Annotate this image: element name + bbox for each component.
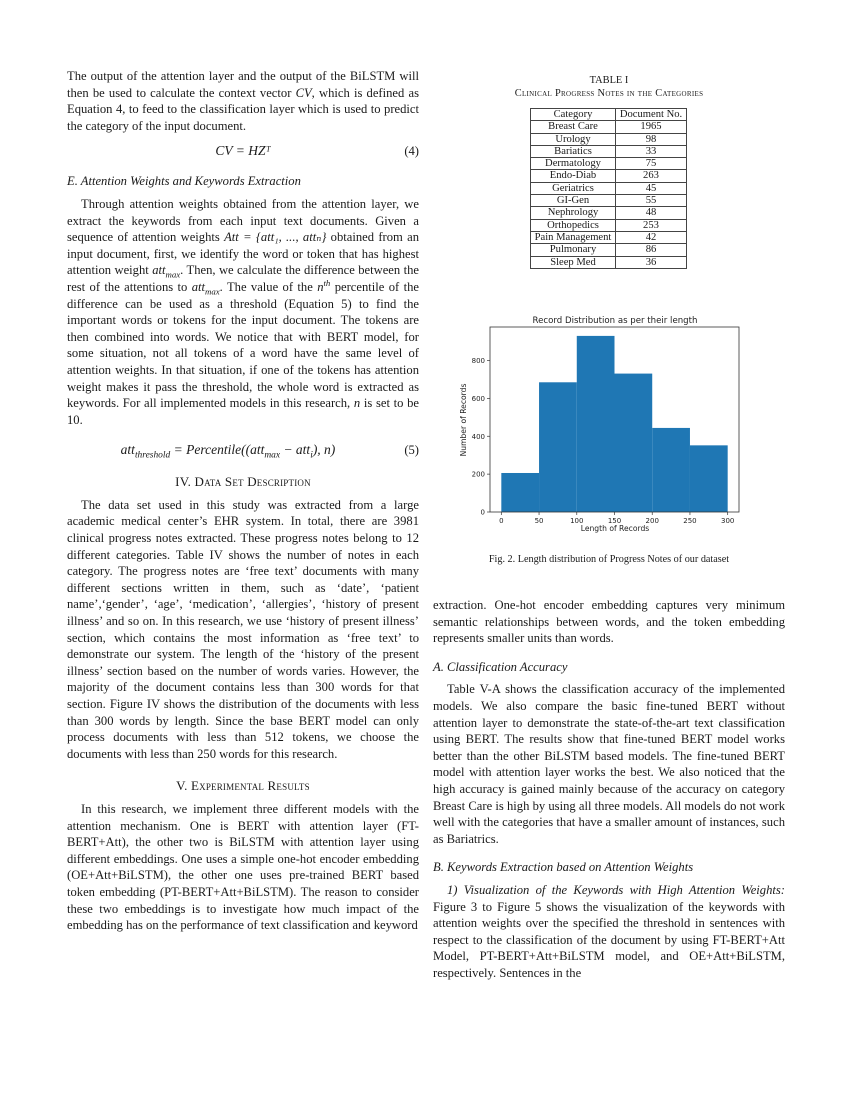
y-tick-label: 0 — [480, 508, 485, 517]
figure-caption: Fig. 2. Length distribution of Progress Notes of our dataset — [488, 554, 730, 565]
x-tick-label: 200 — [645, 517, 659, 525]
text: att — [120, 442, 135, 458]
table-row — [531, 195, 687, 207]
table-row — [531, 244, 687, 256]
histogram-bar — [652, 428, 690, 512]
table-row — [531, 219, 687, 231]
table-cell-document-no: 55 — [616, 195, 687, 207]
text: = Percentile((att — [170, 442, 265, 458]
table-row — [531, 182, 687, 194]
subsection-heading-e: E. Attention Weights and Keywords Extraction — [67, 174, 301, 189]
subscript: max — [204, 286, 220, 297]
y-tick-label: 200 — [471, 470, 485, 479]
histogram-bar — [615, 374, 653, 512]
text: att — [191, 279, 205, 294]
left-column — [67, 68, 419, 934]
text: is set to be 10. — [67, 396, 419, 427]
table-caption — [433, 74, 785, 100]
table-cell-category: Sleep Med — [531, 256, 616, 268]
table-cell-document-no: 48 — [616, 207, 687, 219]
y-tick-label: 400 — [471, 432, 485, 441]
histogram-bar — [539, 382, 577, 512]
math-att-sequence: Att = {att₁, ..., attₙ} — [224, 230, 327, 245]
table-row — [531, 133, 687, 145]
table-header-row — [531, 109, 687, 121]
x-tick-label: 250 — [683, 517, 697, 525]
y-tick-label: 800 — [471, 357, 485, 366]
text: − att — [280, 442, 311, 458]
table-cell-category: Bariatics — [531, 145, 616, 157]
table-row — [531, 231, 687, 243]
table-cell-document-no: 42 — [616, 231, 687, 243]
equation-4 — [67, 143, 419, 163]
text: percentile of the difference can be used as a threshold (Equation 5) to find the important words or tokens for the input document. The tokens are then combined into words. We notice that with BERT model, for some situation, not all tokens of a word have the same level of attention weights. In that situation, if one of the tokens has attention weight makes it pass the threshold, the whole word is extracted as keywords. For all implemented models in this research, — [67, 279, 419, 411]
y-axis-ticks — [472, 357, 490, 516]
table-label: TABLE I — [589, 75, 629, 86]
paragraph-classification-accuracy: Table V-A shows the classification accuracy of the implemented models. We also compare the basic fine-tuned BERT without attention layer to demonstrate the state-of-the-art text classification using BERT. The results show that fine-tuned BERT model works better than the other BiLSTM based models. The fine-tuned BERT model with attention layer works the best. We also noticed that the high accuracy is gained mainly because of the accuracy on category Breast Care is high by using all three models. All models do not work well with the categories that have a smaller amount of instances, such as Bariatrics. — [433, 682, 785, 846]
table-cell-category: GI-Gen — [531, 195, 616, 207]
histogram-bar — [577, 336, 615, 512]
paragraph-context-vector — [67, 68, 419, 134]
table-cell-category: Urology — [531, 133, 616, 145]
text: n — [317, 279, 324, 294]
subsection-heading-b: B. Keywords Extraction based on Attention Weights — [433, 860, 694, 875]
paragraph-dataset: The data set used in this study was extracted from a large academic medical center’s EHR system. In total, there are 3981 clinical progress notes extracted. These progress notes belong to 12 different categories. Table IV shows the number of notes in each category. The progress notes are ‘free text’ documents with many different sections written in them, such as ‘date’, ‘patient name’,‘gender’, ‘age’, ‘medication’, ‘allergies’, ‘history of present illness’ and so on. In this research, we use ‘history of present illness’ section, which contains the most information as ‘free text’ to demonstrate our system. The length of the ‘history of the present illness’ section based on the number of words varies. However, the majority of the document contains less than 300 words for that section. Figure IV shows the distribution of the documents with less than 300 words by length. Since the base BERT model can only process documents with less than 512 tokens, we choose the documents with less than 250 words for this research. — [67, 497, 419, 761]
math-att-max — [191, 279, 220, 297]
paragraph-attention-weights — [67, 196, 419, 428]
categories-table — [530, 108, 687, 269]
table-cell-document-no: 263 — [616, 170, 687, 182]
subscript: threshold — [134, 450, 171, 461]
histogram-bar — [690, 445, 728, 512]
table-cell-document-no: 75 — [616, 158, 687, 170]
table-header-document-no: Document No. — [616, 109, 687, 121]
table-cell-document-no: 36 — [616, 256, 687, 268]
paragraph-visualization — [433, 882, 785, 982]
table-cell-document-no: 253 — [616, 219, 687, 231]
text: , which is defined as Equation 4, to feed to the classification layer which is used to predict the category of the input document. — [67, 85, 419, 133]
subscript: i — [310, 450, 313, 461]
chart-bars — [501, 336, 727, 512]
chart-title: Record Distribution as per their length — [532, 316, 698, 326]
superscript: th — [323, 277, 331, 288]
equation-5-number: (5) — [404, 443, 419, 458]
math-n: n — [353, 396, 361, 411]
equation-4-number: (4) — [404, 144, 419, 159]
text: The output of the attention layer and the output of the BiLSTM will then be used to calculate the context vector — [67, 69, 419, 100]
table-row — [531, 256, 687, 268]
histogram-bar — [501, 473, 539, 512]
paragraph-results-continued: extraction. One-hot encoder embedding captures very minimum semantic relationships between words, and the token embedding represents smaller units than words. — [433, 598, 785, 646]
text: Through attention weights obtained from the attention layer, we extract the keywords from each input text documents. Given a sequence of attention weights — [67, 196, 419, 245]
table-row — [531, 207, 687, 219]
table-cell-category: Breast Care — [531, 121, 616, 133]
text: obtained from an input document, first, we identify the word or token that has highest attention weight — [67, 230, 420, 278]
x-tick-label: 300 — [720, 517, 735, 525]
text: att — [152, 263, 166, 278]
equation-5 — [67, 442, 419, 462]
subsubsection-heading-1: 1) Visualization of the Keywords with High Attention Weights: — [447, 882, 785, 897]
x-tick-label: 150 — [607, 517, 622, 525]
table-cell-category: Endo-Diab — [531, 170, 616, 182]
table-cell-document-no: 1965 — [616, 121, 687, 133]
table-title: Clinical Progress Notes in the Categories — [514, 88, 704, 99]
table-cell-category: Pulmonary — [531, 244, 616, 256]
y-tick-label: 600 — [471, 394, 485, 403]
table-cell-category: Orthopedics — [531, 219, 616, 231]
section-heading-iv: IV. Data Set Description — [175, 474, 311, 490]
text: Figure 3 to Figure 5 shows the visualization of the keywords with attention weights over the specified the threshold in sentences with respect to the classification of the document by using FT-BERT+Att Model, PT-BERT+Att+BiLSTM model, and OE+Att+BiLSTM, respectively. Sentences in the — [433, 899, 785, 980]
table-row — [531, 158, 687, 170]
math-nth — [317, 277, 331, 294]
subsection-heading-a: A. Classification Accuracy — [433, 659, 568, 674]
paragraph-results: In this research, we implement three different models with the attention mechanism. One is BERT with attention layer (FT-BERT+Att), the other two is BiLSTM with attention layer using different embeddings. One uses a simple one-hot encoder embedding (OE+Att+BiLSTM), the other one uses pre-trained BERT based token embedding (PT-BERT+Att+BiLSTM). The reason to consider these two embeddings is to investigate how much impact of the embedding has on the performance of text classification and keyword — [67, 801, 419, 933]
x-tick-label: 0 — [499, 517, 504, 525]
x-axis-label: Length of Records — [580, 524, 650, 533]
table-row — [531, 170, 687, 182]
x-tick-label: 50 — [534, 517, 544, 525]
table-cell-category: Pain Management — [531, 231, 616, 243]
y-axis-label: Number of Records — [459, 383, 468, 457]
text: . The value of the — [219, 279, 318, 294]
x-tick-label: 100 — [570, 517, 584, 525]
table-row — [531, 121, 687, 133]
table-cell-document-no: 86 — [616, 244, 687, 256]
right-column — [433, 597, 785, 981]
equation-4-body: CV = HZᵀ — [215, 143, 271, 159]
chart-svg — [452, 310, 752, 540]
table-cell-category: Geriatrics — [531, 182, 616, 194]
table-cell-category: Dermatology — [531, 158, 616, 170]
table-cell-document-no: 98 — [616, 133, 687, 145]
math-cv: CV — [295, 85, 312, 100]
histogram-chart — [452, 310, 752, 540]
subscript: max — [165, 269, 181, 280]
table-body — [531, 121, 687, 269]
table-cell-document-no: 33 — [616, 145, 687, 157]
table-cell-document-no: 45 — [616, 182, 687, 194]
text: . Then, we calculate the difference between the rest of the attentions to — [67, 263, 419, 294]
section-heading-v: V. Experimental Results — [176, 778, 310, 794]
subscript: max — [264, 450, 281, 461]
table-header-category: Category — [531, 109, 616, 121]
text: ), n) — [312, 442, 336, 458]
table-cell-category: Nephrology — [531, 207, 616, 219]
equation-5-body — [37, 442, 419, 459]
math-att-max — [152, 263, 181, 280]
table-row — [531, 145, 687, 157]
